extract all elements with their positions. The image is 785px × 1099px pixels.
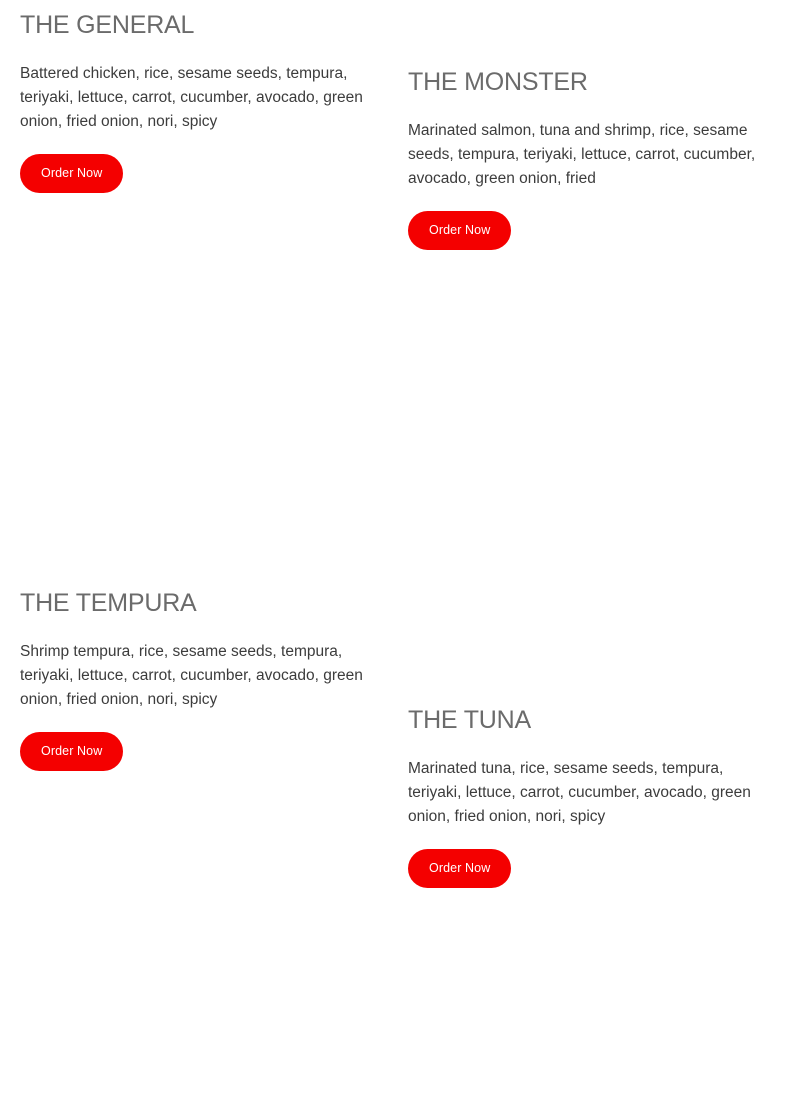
order-now-button[interactable]: Order Now: [408, 849, 511, 889]
menu-item-the-general: [20, 12, 380, 193]
order-now-button[interactable]: Order Now: [408, 211, 511, 251]
menu-item-title: THE GENERAL: [20, 11, 195, 39]
order-now-button[interactable]: Order Now: [20, 154, 123, 194]
menu-item-the-monster: [408, 69, 758, 250]
menu-item-description: Shrimp tempura, rice, sesame seeds, tempura, teriyaki, lettuce, carrot, cucumber, avocado, green onion, fried onion, nori, spicy: [20, 642, 363, 708]
menu-item-the-tempura: [20, 590, 380, 771]
menu-item-the-tuna: [408, 707, 758, 888]
order-now-button[interactable]: Order Now: [20, 732, 123, 772]
menu-item-title: THE MONSTER: [408, 68, 588, 96]
menu-item-description: Marinated salmon, tuna and shrimp, rice, sesame seeds, tempura, teriyaki, lettuce, carrot, cucumber, avocado, green onion, fried: [408, 121, 756, 187]
menu-item-title: THE TUNA: [408, 706, 531, 734]
menu-item-description: Marinated tuna, rice, sesame seeds, tempura, teriyaki, lettuce, carrot, cucumber, avocado, green onion, fried onion, nori, spicy: [408, 759, 751, 825]
menu-item-title: THE TEMPURA: [20, 589, 197, 617]
menu-item-description: Battered chicken, rice, sesame seeds, tempura, teriyaki, lettuce, carrot, cucumber, avocado, green onion, fried onion, nori, spicy: [20, 64, 363, 130]
